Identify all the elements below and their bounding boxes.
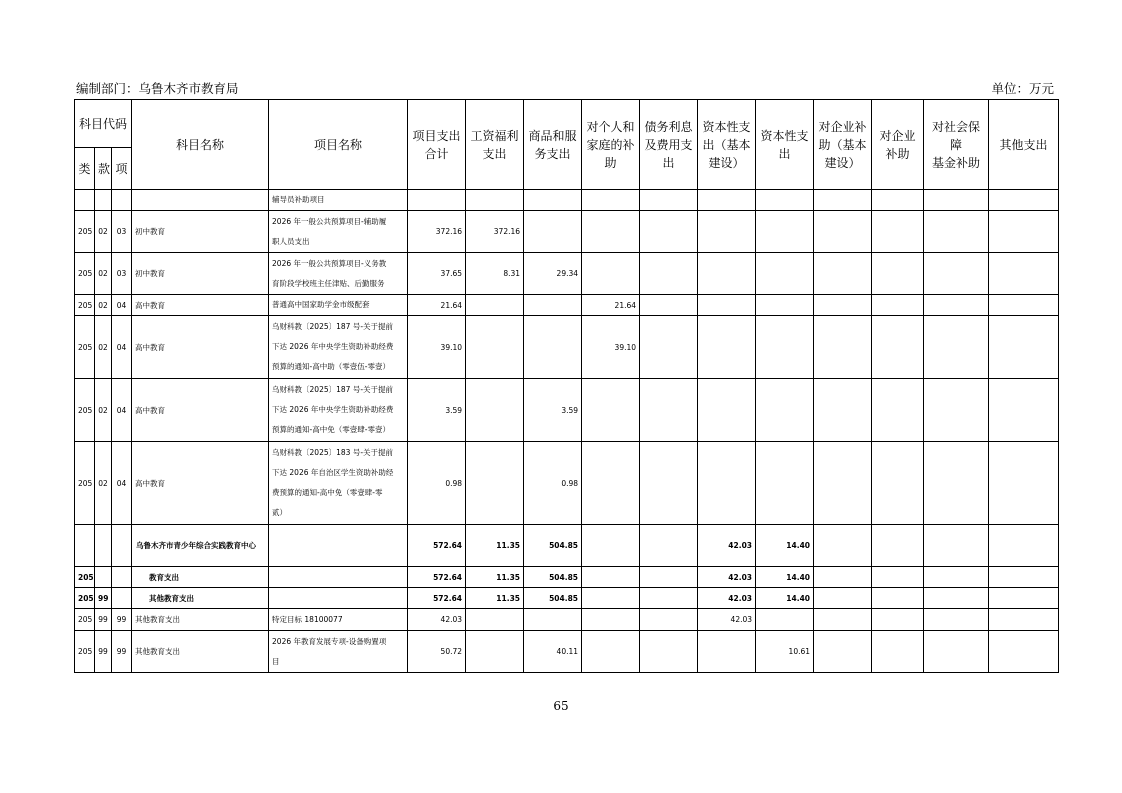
cell-subject: 高中教育 xyxy=(132,379,269,442)
col-kuan: 款 xyxy=(95,148,112,190)
cell-goods: 29.34 xyxy=(524,253,582,295)
table-row xyxy=(75,442,1059,525)
cell-capital-basic: 42.03 xyxy=(698,567,756,588)
cell-total xyxy=(408,190,466,211)
cell-enterprise-basic xyxy=(814,316,872,379)
cell-total: 50.72 xyxy=(408,631,466,673)
cell-social xyxy=(924,588,989,609)
cell-kuan: 99 xyxy=(95,588,112,609)
cell-capital-basic: 42.03 xyxy=(698,525,756,567)
cell-enterprise xyxy=(872,442,924,525)
cell-salary: 11.35 xyxy=(466,588,524,609)
cell-social xyxy=(924,316,989,379)
cell-kuan xyxy=(95,190,112,211)
cell-total: 372.16 xyxy=(408,211,466,253)
cell-capital xyxy=(756,295,814,316)
project-line: 下达 2026 年自治区学生资助补助经 xyxy=(272,468,394,477)
project-line: 乌财科教〔2025〕183 号-关于提前 xyxy=(272,448,394,457)
cell-other xyxy=(989,609,1059,631)
budget-table xyxy=(74,99,1059,673)
col-project-name: 项目名称 xyxy=(269,100,408,190)
project-line: 下达 2026 年中央学生资助补助经费 xyxy=(272,342,394,351)
project-line: 2026 年教育发展专项-设备购置项 xyxy=(272,636,387,646)
cell-project xyxy=(269,609,408,631)
cell-debt xyxy=(640,609,698,631)
cell-subject: 教育支出 xyxy=(132,567,269,588)
cell-lei: 205 xyxy=(75,631,95,673)
cell-xiang: 04 xyxy=(112,316,132,379)
cell-lei: 205 xyxy=(75,253,95,295)
table-row xyxy=(75,525,1059,567)
cell-debt xyxy=(640,567,698,588)
project-line: 育阶段学校班主任津贴、后勤服务 xyxy=(272,278,385,288)
cell-goods xyxy=(524,295,582,316)
table-row xyxy=(75,316,1059,379)
cell-other xyxy=(989,631,1059,673)
cell-project xyxy=(269,631,408,673)
cell-kuan: 02 xyxy=(95,316,112,379)
cell-enterprise xyxy=(872,253,924,295)
cell-goods: 40.11 xyxy=(524,631,582,673)
table-body xyxy=(75,190,1059,673)
cell-social xyxy=(924,442,989,525)
cell-debt xyxy=(640,379,698,442)
cell-kuan: 02 xyxy=(95,253,112,295)
department-label: 编制部门：乌鲁木齐市教育局 xyxy=(76,81,239,96)
header-row-1 xyxy=(75,100,1059,148)
cell-project xyxy=(269,525,408,567)
cell-project xyxy=(269,316,408,379)
cell-debt xyxy=(640,442,698,525)
project-line: 职人员支出 xyxy=(272,236,310,246)
cell-social xyxy=(924,525,989,567)
cell-total: 21.64 xyxy=(408,295,466,316)
table-row xyxy=(75,253,1059,295)
cell-salary xyxy=(466,631,524,673)
cell-social xyxy=(924,609,989,631)
cell-salary: 8.31 xyxy=(466,253,524,295)
cell-capital-basic xyxy=(698,253,756,295)
cell-social xyxy=(924,567,989,588)
cell-subject: 其他教育支出 xyxy=(132,609,269,631)
unit-label: 单位：万元 xyxy=(991,81,1054,96)
cell-subject: 其他教育支出 xyxy=(132,588,269,609)
col-goods: 商品和服 务支出 xyxy=(524,100,582,190)
cell-capital xyxy=(756,253,814,295)
cell-total: 39.10 xyxy=(408,316,466,379)
cell-enterprise-basic xyxy=(814,442,872,525)
cell-capital: 14.40 xyxy=(756,567,814,588)
cell-xiang xyxy=(112,567,132,588)
cell-individual xyxy=(582,379,640,442)
table-row xyxy=(75,631,1059,673)
cell-debt xyxy=(640,253,698,295)
project-line: 预算的通知-高中助（零壹伍-零壹） xyxy=(272,362,390,371)
col-capital: 资本性支 出 xyxy=(756,100,814,190)
cell-xiang: 99 xyxy=(112,609,132,631)
col-enterprise: 对企业 补助 xyxy=(872,100,924,190)
table-row xyxy=(75,190,1059,211)
cell-xiang: 04 xyxy=(112,379,132,442)
col-social: 对社会保障 基金补助 xyxy=(924,100,989,190)
cell-capital-basic: 42.03 xyxy=(698,609,756,631)
cell-debt xyxy=(640,631,698,673)
cell-other xyxy=(989,295,1059,316)
cell-debt xyxy=(640,588,698,609)
cell-salary: 372.16 xyxy=(466,211,524,253)
cell-capital-basic xyxy=(698,211,756,253)
cell-salary xyxy=(466,609,524,631)
cell-enterprise-basic xyxy=(814,253,872,295)
cell-capital-basic xyxy=(698,190,756,211)
project-line: 2026 年一般公共预算项目-义务教 xyxy=(272,258,387,268)
cell-capital-basic xyxy=(698,316,756,379)
cell-enterprise xyxy=(872,190,924,211)
project-line: 乌财科教〔2025〕187 号-关于提前 xyxy=(272,322,394,331)
table-row xyxy=(75,588,1059,609)
cell-lei: 205 xyxy=(75,609,95,631)
cell-capital-basic xyxy=(698,295,756,316)
col-individual: 对个人和 家庭的补 助 xyxy=(582,100,640,190)
cell-kuan: 02 xyxy=(95,379,112,442)
cell-goods xyxy=(524,316,582,379)
cell-kuan: 99 xyxy=(95,631,112,673)
cell-capital-basic xyxy=(698,631,756,673)
cell-xiang: 04 xyxy=(112,295,132,316)
cell-other xyxy=(989,525,1059,567)
cell-goods xyxy=(524,190,582,211)
cell-salary xyxy=(466,316,524,379)
cell-social xyxy=(924,295,989,316)
col-enterprise-basic: 对企业补 助（基本 建设） xyxy=(814,100,872,190)
cell-project xyxy=(269,442,408,525)
cell-enterprise-basic xyxy=(814,567,872,588)
cell-individual xyxy=(582,525,640,567)
cell-lei: 205 xyxy=(75,295,95,316)
cell-other xyxy=(989,253,1059,295)
cell-individual: 39.10 xyxy=(582,316,640,379)
cell-individual xyxy=(582,588,640,609)
cell-social xyxy=(924,190,989,211)
cell-lei: 205 xyxy=(75,316,95,379)
cell-salary xyxy=(466,190,524,211)
table-row xyxy=(75,295,1059,316)
cell-enterprise-basic xyxy=(814,190,872,211)
cell-enterprise-basic xyxy=(814,295,872,316)
cell-subject: 高中教育 xyxy=(132,442,269,525)
cell-individual xyxy=(582,567,640,588)
table-row xyxy=(75,609,1059,631)
cell-individual xyxy=(582,190,640,211)
cell-total: 572.64 xyxy=(408,567,466,588)
cell-lei: 205 xyxy=(75,567,95,588)
page-number: 65 xyxy=(553,699,569,713)
col-xiang: 项 xyxy=(112,148,132,190)
cell-project xyxy=(269,190,408,211)
cell-debt xyxy=(640,316,698,379)
cell-subject xyxy=(132,190,269,211)
cell-total: 572.64 xyxy=(408,525,466,567)
cell-kuan xyxy=(95,525,112,567)
cell-other xyxy=(989,442,1059,525)
cell-project xyxy=(269,588,408,609)
cell-social xyxy=(924,253,989,295)
cell-debt xyxy=(640,190,698,211)
cell-kuan: 02 xyxy=(95,295,112,316)
cell-capital xyxy=(756,442,814,525)
cell-capital: 10.61 xyxy=(756,631,814,673)
col-salary: 工资福利 支出 xyxy=(466,100,524,190)
table-row xyxy=(75,567,1059,588)
cell-total: 42.03 xyxy=(408,609,466,631)
cell-enterprise xyxy=(872,567,924,588)
cell-other xyxy=(989,211,1059,253)
cell-xiang: 04 xyxy=(112,442,132,525)
cell-social xyxy=(924,631,989,673)
cell-lei xyxy=(75,525,95,567)
cell-enterprise-basic xyxy=(814,631,872,673)
cell-enterprise xyxy=(872,631,924,673)
col-debt: 债务利息 及费用支 出 xyxy=(640,100,698,190)
cell-xiang xyxy=(112,588,132,609)
cell-xiang: 03 xyxy=(112,253,132,295)
col-total: 项目支出 合计 xyxy=(408,100,466,190)
cell-debt xyxy=(640,211,698,253)
cell-goods: 504.85 xyxy=(524,588,582,609)
col-lei: 类 xyxy=(75,148,95,190)
cell-kuan xyxy=(95,567,112,588)
cell-capital xyxy=(756,211,814,253)
cell-social xyxy=(924,379,989,442)
cell-individual xyxy=(582,211,640,253)
project-line: 乌财科教〔2025〕187 号-关于提前 xyxy=(272,385,394,394)
project-line: 下达 2026 年中央学生资助补助经费 xyxy=(272,405,394,414)
cell-individual xyxy=(582,253,640,295)
cell-enterprise xyxy=(872,588,924,609)
cell-individual xyxy=(582,631,640,673)
cell-xiang: 03 xyxy=(112,211,132,253)
cell-goods: 504.85 xyxy=(524,567,582,588)
cell-social xyxy=(924,211,989,253)
cell-other xyxy=(989,379,1059,442)
cell-debt xyxy=(640,525,698,567)
cell-project xyxy=(269,379,408,442)
project-line: 费预算的通知-高中免（零壹肆-零 xyxy=(272,488,383,497)
cell-goods: 3.59 xyxy=(524,379,582,442)
col-other: 其他支出 xyxy=(989,100,1059,190)
cell-enterprise-basic xyxy=(814,609,872,631)
cell-goods: 504.85 xyxy=(524,525,582,567)
cell-goods xyxy=(524,609,582,631)
cell-lei: 205 xyxy=(75,211,95,253)
cell-other xyxy=(989,190,1059,211)
cell-enterprise-basic xyxy=(814,588,872,609)
cell-enterprise xyxy=(872,525,924,567)
cell-lei: 205 xyxy=(75,588,95,609)
cell-individual xyxy=(582,442,640,525)
cell-xiang: 99 xyxy=(112,631,132,673)
project-line: 普通高中国家助学金市级配套 xyxy=(272,300,370,309)
cell-individual xyxy=(582,609,640,631)
cell-capital xyxy=(756,190,814,211)
cell-capital xyxy=(756,609,814,631)
cell-subject: 其他教育支出 xyxy=(132,631,269,673)
cell-subject: 初中教育 xyxy=(132,211,269,253)
cell-enterprise-basic xyxy=(814,379,872,442)
table-row xyxy=(75,211,1059,253)
cell-kuan: 02 xyxy=(95,211,112,253)
cell-enterprise-basic xyxy=(814,211,872,253)
cell-salary: 11.35 xyxy=(466,525,524,567)
cell-enterprise xyxy=(872,295,924,316)
cell-subject: 初中教育 xyxy=(132,253,269,295)
cell-salary xyxy=(466,295,524,316)
cell-total: 572.64 xyxy=(408,588,466,609)
cell-individual: 21.64 xyxy=(582,295,640,316)
table-row xyxy=(75,379,1059,442)
cell-subject: 高中教育 xyxy=(132,295,269,316)
cell-subject: 乌鲁木齐市青少年综合实践教育中心 xyxy=(132,525,269,567)
cell-capital-basic xyxy=(698,379,756,442)
cell-capital: 14.40 xyxy=(756,525,814,567)
cell-capital-basic: 42.03 xyxy=(698,588,756,609)
col-subject-name: 科目名称 xyxy=(132,100,269,190)
cell-enterprise xyxy=(872,316,924,379)
cell-enterprise xyxy=(872,609,924,631)
cell-lei: 205 xyxy=(75,442,95,525)
project-line: 特定目标 18100077 xyxy=(272,614,343,624)
cell-enterprise-basic xyxy=(814,525,872,567)
cell-project xyxy=(269,253,408,295)
cell-goods xyxy=(524,211,582,253)
cell-enterprise xyxy=(872,211,924,253)
cell-total: 3.59 xyxy=(408,379,466,442)
cell-salary xyxy=(466,379,524,442)
cell-goods: 0.98 xyxy=(524,442,582,525)
cell-lei: 205 xyxy=(75,379,95,442)
cell-kuan: 02 xyxy=(95,442,112,525)
cell-project xyxy=(269,211,408,253)
cell-other xyxy=(989,588,1059,609)
col-code-group: 科目代码 xyxy=(75,100,132,148)
project-line: 辅导员补助项目 xyxy=(272,195,325,204)
cell-subject: 高中教育 xyxy=(132,316,269,379)
cell-capital: 14.40 xyxy=(756,588,814,609)
cell-total: 0.98 xyxy=(408,442,466,525)
cell-capital xyxy=(756,379,814,442)
project-line: 目 xyxy=(272,656,280,666)
cell-salary: 11.35 xyxy=(466,567,524,588)
cell-salary xyxy=(466,442,524,525)
project-line: 贰） xyxy=(272,508,288,517)
cell-debt xyxy=(640,295,698,316)
cell-other xyxy=(989,567,1059,588)
cell-enterprise xyxy=(872,379,924,442)
project-line: 2026 年一般公共预算项目-辅助履 xyxy=(272,216,387,226)
cell-xiang xyxy=(112,190,132,211)
cell-total: 37.65 xyxy=(408,253,466,295)
cell-project xyxy=(269,567,408,588)
cell-lei xyxy=(75,190,95,211)
cell-other xyxy=(989,316,1059,379)
col-capital-basic: 资本性支 出（基本 建设） xyxy=(698,100,756,190)
cell-capital xyxy=(756,316,814,379)
cell-kuan: 99 xyxy=(95,609,112,631)
cell-project xyxy=(269,295,408,316)
cell-xiang xyxy=(112,525,132,567)
cell-capital-basic xyxy=(698,442,756,525)
project-line: 预算的通知-高中免（零壹肆-零壹） xyxy=(272,425,390,434)
